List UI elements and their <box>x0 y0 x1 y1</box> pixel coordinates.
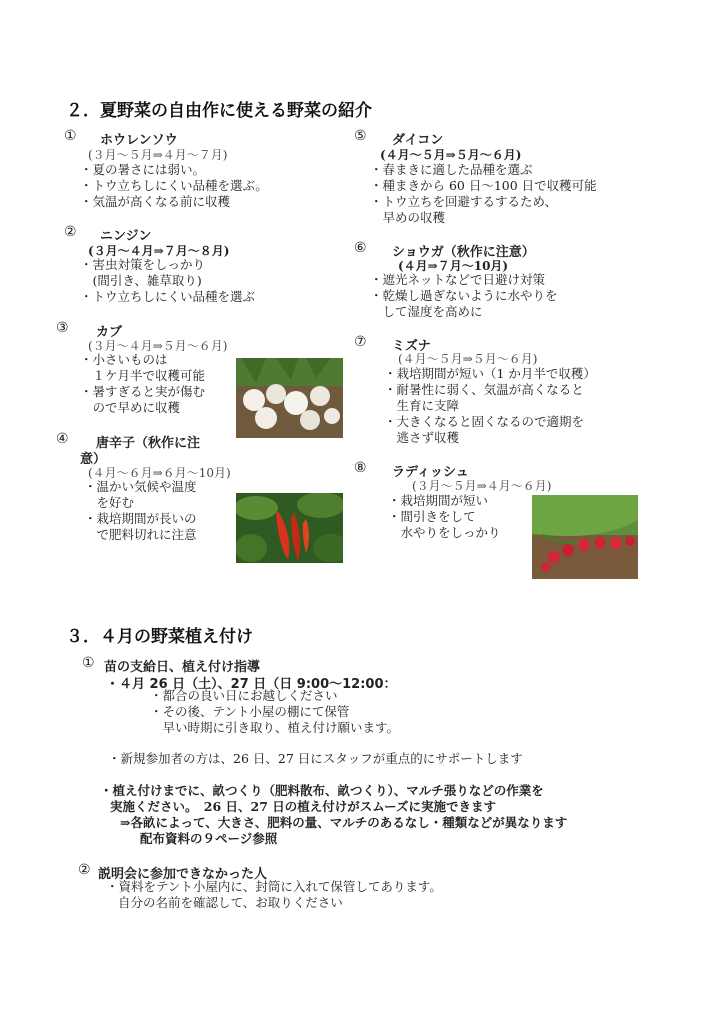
sub1-number: ① <box>82 655 95 671</box>
item-6-name: ショウガ（秋作に注意） <box>392 245 535 260</box>
item-7-period: (４月～５月⇒５月～６月) <box>398 352 538 366</box>
item-5-period: (４月～５月⇒５月～６月) <box>380 148 522 162</box>
item-7-name: ミズナ <box>392 339 431 354</box>
item-2-number: ② <box>64 224 77 240</box>
radish-photo <box>532 495 638 579</box>
item-8-notes: ・栽培期間が短い ・間引きをして 水やりをしっかり <box>388 493 501 540</box>
sub2-line2: 自分の名前を確認して、お取りください <box>118 895 343 910</box>
item-7-number: ⑦ <box>354 334 367 350</box>
distribution-date: ・４月 26 日（土）、27 日（日 9:00～12:00： <box>106 677 397 692</box>
item-6-number: ⑥ <box>354 240 367 256</box>
item-4-name-cont: 意） <box>80 452 107 467</box>
prep-note-line4: 配布資料の９ページ参照 <box>140 831 278 846</box>
item-6-notes: ・遮光ネットなどで日避け対策 ・乾燥し過ぎないように水やりを して湿度を高めに <box>370 272 558 319</box>
new-members-note: ・新規参加者の方は、26 日、27 日にスタッフが重点的にサポートします <box>108 751 523 766</box>
item-5-notes: ・春まきに適した品種を選ぶ ・種まきから 60 日～100 日で収穫可能 ・トウ立ちを回避するするため、 早めの収穫 <box>370 162 597 225</box>
item-4-period: (４月～６月⇒６月～10月) <box>88 466 231 480</box>
section3-title: ３．４月の野菜植え付け <box>66 627 253 647</box>
item-4-notes: ・温かい気候や温度 を好む ・栽培期間が長いの で肥料切れに注意 <box>84 479 197 542</box>
item-8-period: (３月～５月⇒４月～６月) <box>412 479 552 493</box>
item-1-name: ホウレンソウ <box>100 133 178 148</box>
item-5-number: ⑤ <box>354 128 367 144</box>
item-7-notes: ・栽培期間が短い（1 か月半で収穫） ・耐暑性に弱く、気温が高くなると 生育に支障 ・大きくなると固くなるので適期を 逃さず収穫 <box>384 366 596 445</box>
section2-title: ２．夏野菜の自由作に使える野菜の紹介 <box>66 101 372 121</box>
turnip-photo <box>236 358 343 438</box>
prep-note-line1: ・植え付けまでに、畝つくり（肥料散布、畝つくり）、マルチ張りなどの作業を <box>100 783 544 798</box>
item-8-number: ⑧ <box>354 460 367 476</box>
sub2-line1: ・資料をテント小屋内に、封筒に入れて保管してあります。 <box>106 879 442 894</box>
distribution-notes: ・都合の良い日にお越しください ・その後、テント小屋の棚にて保管 早い時期に引き取り、植え付け願います。 <box>150 688 400 735</box>
sub1-title: 苗の支給日、植え付け指導 <box>104 660 261 675</box>
item-3-name: カブ <box>96 325 123 340</box>
item-3-notes: ・小さいものは １ケ月半で収穫可能 ・暑すぎると実が傷む ので早めに収穫 <box>80 352 206 415</box>
item-4-name: 唐辛子（秋作に注 <box>96 436 201 451</box>
item-1-number: ① <box>64 128 77 144</box>
item-2-notes: ・害虫対策をしっかり (間引き、雑草取り) ・トウ立ちしにくい品種を選ぶ <box>80 257 256 304</box>
sub2-title: 説明会に参加できなかった人 <box>98 867 268 882</box>
item-6-period: (４月⇒７月～10月) <box>398 259 509 273</box>
item-3-number: ③ <box>56 320 69 336</box>
prep-note-line2: 実施ください。 26 日、27 日の植え付けがスムーズに実施できます <box>110 799 496 814</box>
item-8-name: ラディッシュ <box>392 465 469 480</box>
item-1-period: (３月～５月⇒４月～７月) <box>88 148 228 162</box>
item-4-number: ④ <box>56 431 69 447</box>
item-2-period: (３月～４月⇒７月～８月) <box>88 244 230 258</box>
item-5-name: ダイコン <box>392 133 444 148</box>
item-3-period: (３月～４月⇒５月～６月) <box>88 339 228 353</box>
sub2-number: ② <box>78 862 91 878</box>
prep-note-line3: ⇒各畝によって、大きさ、肥料の量、マルチのあるなし・種類などが異なります <box>120 815 568 830</box>
chili-pepper-photo <box>236 493 343 563</box>
item-1-notes: ・夏の暑さには弱い。 ・トウ立ちしにくい品種を選ぶ。 ・気温が高くなる前に収穫 <box>80 162 268 209</box>
item-2-name: ニンジン <box>100 229 152 244</box>
